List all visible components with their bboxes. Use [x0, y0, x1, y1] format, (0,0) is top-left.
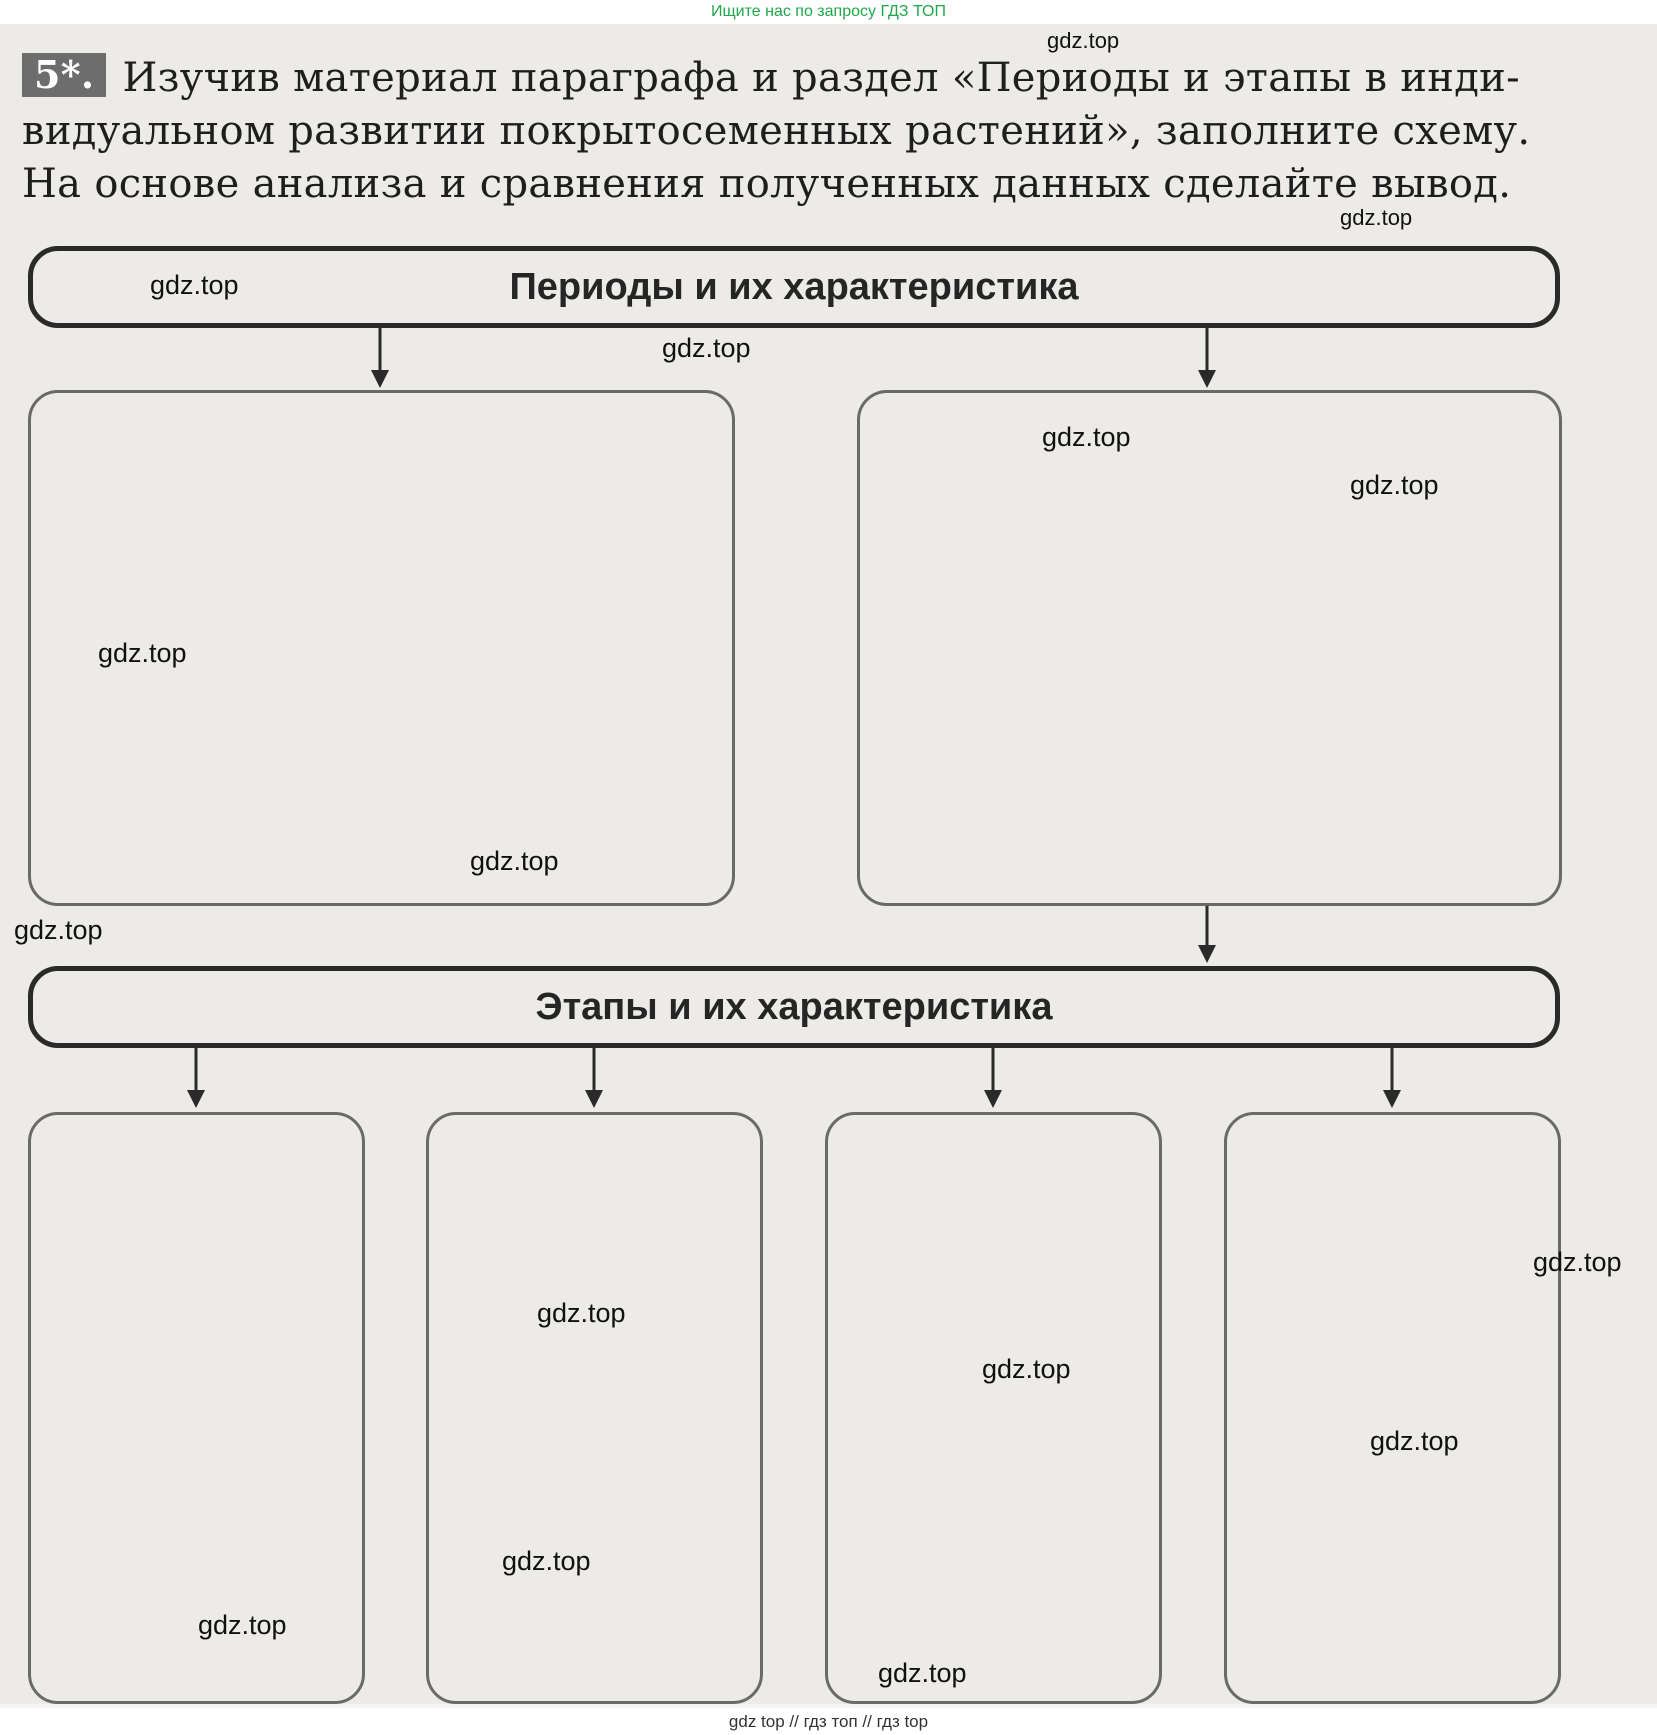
- watermark: gdz.top: [878, 1658, 967, 1688]
- top-banner[interactable]: Ищите нас по запросу ГДЗ ТОП: [0, 0, 1657, 24]
- watermark: gdz.top: [1340, 205, 1413, 230]
- watermark: gdz.top: [502, 1546, 591, 1576]
- watermark: gdz.top: [1350, 470, 1439, 500]
- task-line-2: видуальном развитии покрытосеменных растений», заполните схему.: [22, 108, 1531, 154]
- arrowhead-to-stages: [1198, 945, 1216, 963]
- watermark: gdz.top: [1042, 422, 1131, 452]
- arrowhead-periods-right: [1198, 370, 1216, 388]
- watermark: gdz.top: [198, 1610, 287, 1640]
- watermark: gdz.top: [14, 915, 103, 945]
- task-line-3: На основе анализа и сравнения полученных данных сделайте вывод.: [22, 161, 1512, 207]
- arrowhead-stage-2: [585, 1090, 603, 1108]
- task-number-badge: 5*.: [22, 53, 106, 97]
- arrowhead-stage-1: [187, 1090, 205, 1108]
- bottom-banner[interactable]: gdz top // гдз топ // гдз top: [0, 1708, 1657, 1735]
- watermark: gdz.top: [1047, 28, 1120, 53]
- watermark: gdz.top: [1533, 1247, 1622, 1277]
- watermark: gdz.top: [537, 1298, 626, 1328]
- periods-header-bar: Периоды и их характеристика: [28, 246, 1560, 328]
- task-line-1-text: Изучив материал параграфа и раздел «Периоды и этапы в инди-: [122, 55, 1520, 101]
- stages-header-bar: Этапы и их характеристика: [28, 966, 1560, 1048]
- watermark: gdz.top: [982, 1354, 1071, 1384]
- watermark: gdz.top: [150, 270, 239, 300]
- watermark: gdz.top: [98, 638, 187, 668]
- arrowhead-stage-3: [984, 1090, 1002, 1108]
- watermark: gdz.top: [1370, 1426, 1459, 1456]
- watermark: gdz.top: [662, 333, 751, 363]
- arrowhead-periods-left: [371, 370, 389, 388]
- arrowhead-stage-4: [1383, 1090, 1401, 1108]
- watermark: gdz.top: [470, 846, 559, 876]
